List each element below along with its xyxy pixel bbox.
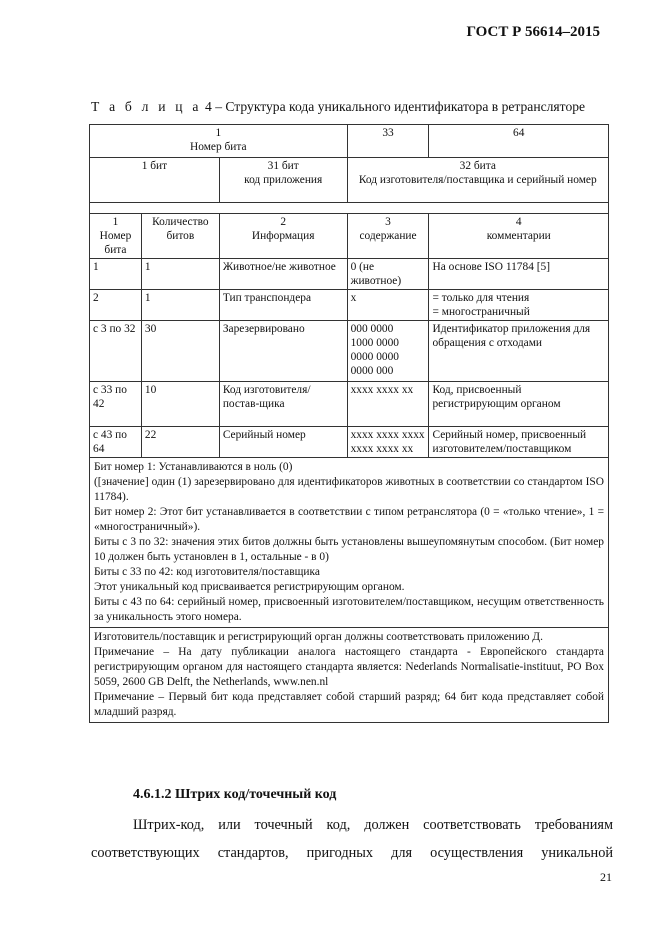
bit-64-cell: 64 [429,125,609,158]
note-paragraph: Биты с 33 по 42: код изготовителя/поставщика [94,566,320,578]
body-paragraph-line: Штрих-код, или точечный код, должен соответствовать требованиям [133,817,613,833]
row-bit-cell: 2 [90,290,142,321]
spacer-row [90,203,609,214]
col-content: 3 содержание [347,214,429,259]
bit-group-2: 31 бит код приложения [219,158,347,203]
row-count-cell: 30 [141,321,219,382]
table-row [90,321,609,382]
row-info-cell: Код изготовителя/постав-щика [219,382,347,427]
bit-group-1: 1 бит [90,158,220,203]
row-comment-cell: Идентификатор приложения для обращения с отходами [429,321,609,382]
notes-row [90,458,609,628]
body-paragraph-line: соответствующих стандартов, пригодных для осуществления уникальной [91,845,613,861]
col-comments: 4 комментарии [429,214,609,259]
note-paragraph: Бит номер 2: Этот бит устанавливается в соответствии с типом ретранслятора (0 = «только чтение», 1 = «многостраничный»). [94,506,604,533]
row-comment-cell: Серийный номер, присвоенный изготовителем/поставщиком [429,427,609,458]
row-count-cell: 1 [141,290,219,321]
note-paragraph: Примечание – Первый бит кода представляет собой старший разряд; 64 бит кода представляет собой младший разряд. [94,691,604,718]
section-heading: 4.6.1.2 Штрих код/точечный код [133,787,337,802]
notes-row [90,628,609,723]
table-caption-label: Т а б л и ц а [91,99,202,114]
row-info-cell: Серийный номер [219,427,347,458]
bit-group-3: 32 бита Код изготовителя/поставщика и серийный номер [347,158,608,203]
note-paragraph: Биты с 43 по 64: серийный номер, присвоенный изготовителем/поставщиком, несущим ответственность за уникальность этого номера. [94,596,604,623]
row-bit-cell: с 33 по 42 [90,382,142,427]
note-paragraph: Этот уникальный код присваивается регистрирующим органом. [94,581,405,593]
col-bit-number: 1 Номер бита [90,214,142,259]
page-number: 21 [600,870,612,884]
bit-number-cell: 1 Номер бита [90,125,348,158]
row-content-cell: 000 0000 1000 0000 0000 0000 0000 000 [347,321,429,382]
row-bit-cell: 1 [90,259,142,290]
table-row [90,259,609,290]
note-paragraph: Биты с 3 по 32: значения этих битов должны быть установлены вышеупомянутым способом. (Бит номер 10 должен быть установлен в 1, остальные - в 0) [94,536,604,563]
code-structure-table [89,124,609,723]
bit-groups-row [90,158,609,203]
row-info-cell: Животное/не животное [219,259,347,290]
col-bit-count: Количество битов [141,214,219,259]
table-caption-text: 4 – Структура кода уникального идентификатора в ретрансляторе [201,99,586,114]
row-count-cell: 10 [141,382,219,427]
bit-number-row [90,125,609,158]
row-info-cell: Тип транспондера [219,290,347,321]
column-header-row [90,214,609,259]
row-comment-cell: Код, присвоенный регистрирующим органом [429,382,609,427]
row-comment-cell: = только для чтения = многостраничный [429,290,609,321]
row-count-cell: 1 [141,259,219,290]
note-paragraph: Изготовитель/поставщик и регистрирующий орган должны соответствовать приложению Д. [94,631,543,643]
bit-33-cell: 33 [347,125,429,158]
row-content-cell: 0 (не животное) [347,259,429,290]
spacer-cell [90,203,609,214]
row-content-cell: хххх хххх хх [347,382,429,427]
table-caption [91,99,615,115]
col-information: 2 Информация [219,214,347,259]
table-row [90,290,609,321]
note-paragraph: Примечание – На дату публикации аналога настоящего стандарта - Европейского стандарта регистрирующим органом для настоящего стандарта является: Nederlands Normalisatie-instituut, PO Box 5059, 2600 GB Delft, the Netherlands, www.nen.nl [94,646,604,688]
table-row [90,427,609,458]
document-header: ГОСТ Р 56614–2015 [466,24,600,40]
table-row [90,382,609,427]
note-paragraph: Бит номер 1: Устанавливаются в ноль (0) [94,461,293,473]
bit-notes-cell [90,458,609,628]
row-content-cell: х [347,290,429,321]
row-count-cell: 22 [141,427,219,458]
row-info-cell: Зарезервировано [219,321,347,382]
row-bit-cell: с 43 по 64 [90,427,142,458]
row-content-cell: хххх хххх хххх хххх хххх хх [347,427,429,458]
row-comment-cell: На основе ISO 11784 [5] [429,259,609,290]
row-bit-cell: с 3 по 32 [90,321,142,382]
registration-notes-cell [90,628,609,723]
note-paragraph: ([значение] один (1) зарезервировано для идентификаторов животных в соответствии со стандартом ISO 11784). [94,476,604,503]
